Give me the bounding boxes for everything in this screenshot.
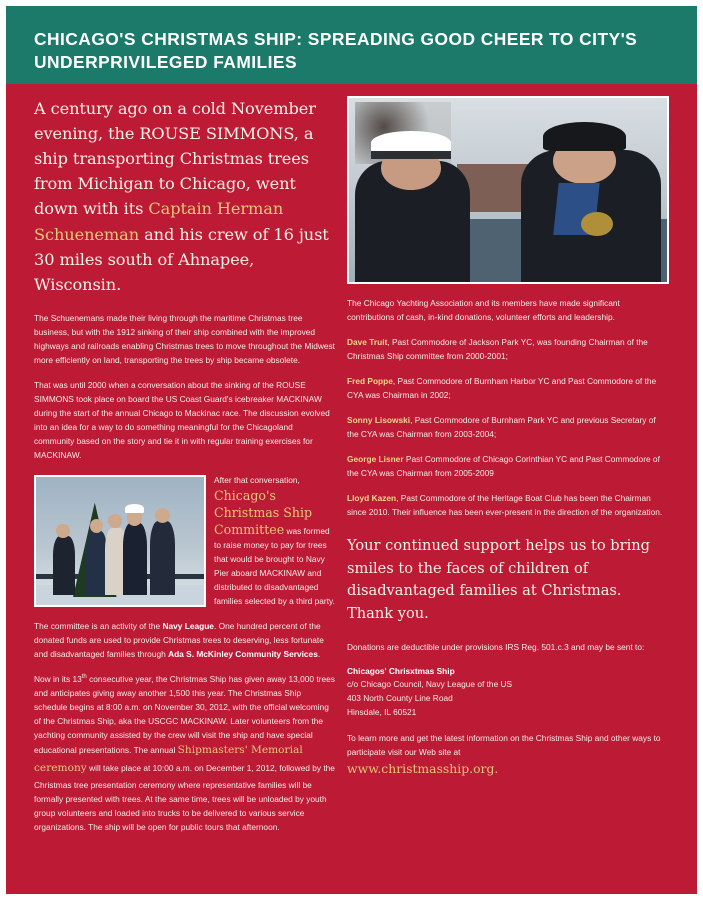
shipmasters-memorial-highlight: Shipmasters' Memorial ceremony [34,744,303,775]
commodore-name: George Lisner [347,454,404,465]
commodore-name: Fred Poppe [347,376,393,387]
lede-captain-highlight: Captain Herman Schueneman [34,199,284,244]
ada-mckinley-bold: Ada S. McKinley Community Services [168,649,318,660]
ordinal-suffix: th [81,674,87,681]
paragraph-schedule [34,672,335,834]
photo-person [53,536,75,595]
paragraph-navy-league [34,619,335,661]
learn-more-text: To learn more and get the latest information on the Christmas Ship and other ways to participate visit our Web site at [347,732,661,757]
commodore-name: Dave Truit [347,337,388,348]
lede-paragraph [34,96,335,297]
schedule-b: consecutive year, the Christmas Ship has given away 13,000 trees and anticipates giving away another 1,500 this year. The Christmas Ship schedule begins at 8:00 a.m. on November 30, 2012, with the official welcoming of the Christmas Ship, aka the USCGC MACKINAW. Later volunteers from the yachting community assisted by the crew will visit the ship and have special educational presentations. The annual [34,674,335,756]
schedule-a: Now in its 13 [34,674,82,685]
commodore-entry [347,374,669,402]
photo-white-cap [125,504,143,513]
address-line-1: c/o Chicago Council, Navy League of the US [347,679,513,690]
lede-part1: A century ago on a cold November evening, the ROUSE SIMMONS, a ship transporting Christmas trees from Michigan to Chicago, went down with its [34,99,316,219]
navy-league-intro: The committee is an activity of the [34,621,163,632]
committee-intro: After that conversation, [214,475,300,486]
photo-person [123,523,147,595]
content-columns [6,84,697,845]
address-organization: Chicagos' Chrisxtmas Ship [347,665,455,676]
mailing-address [347,665,669,720]
page-header [6,6,697,84]
commodore-entry [347,491,669,519]
address-line-2: 403 North County Line Road [347,693,453,704]
schedule-c: will take place at 10:00 a.m. on December 1, 2012, followed by the Christmas tree presentation ceremony where representative families will be formally presented with trees. At the same time, trees will be unloaded by youth group volunteers and loaded into trucks to be delivered to various service organizations. The ship will be open for public tours that afternoon. [34,763,335,832]
paragraph-schuenemans: The Schuenemans made their living through the maritime Christmas tree business, but with the 1912 sinking of their ship combined with the improved highways and railroads enabling Christmas trees to move throughout the Midwest more efficiently on land, transporting the trees by ship became obsolete. [34,312,335,365]
photo-man-beanie [543,122,626,151]
navy-league-bold: Navy League [162,621,214,632]
right-column [347,84,669,845]
page-title: CHICAGO'S CHRISTMAS SHIP: SPREADING GOOD CHEER TO CITY'S UNDERPRIVILEGED FAMILIES [34,29,638,73]
photo-caption-yachting-association: The Chicago Yachting Association and its members have made significant contributions of cash, in-kind donations, volunteer efforts and leadership. [347,298,620,323]
donation-note: Donations are deductible under provisions IRS Reg. 501.c.3 and may be sent to: [347,641,645,652]
commodore-text: , Past Commodore of Jackson Park YC, was founding Chairman of the Christmas Ship committee from 2000-2001; [347,337,648,362]
photo-person-head [108,514,121,528]
commodore-text: , Past Commodore of the Heritage Boat Club has been the Chairman since 2010. Their influence has been ever-present in the direction of the organization. [347,493,663,518]
website-link[interactable]: www.christmasship.org. [347,760,499,776]
photo-tree-ceremony [34,475,206,607]
support-message: Your continued support helps us to bring smiles to the faces of children of disadvantaged families at Christmas. Thank you. [347,537,651,623]
commodore-text: , Past Commodore of Burnham Harbor YC and Past Commodore of the CYA was Chairman in 2002; [347,376,657,401]
left-column [34,84,347,845]
commodore-name: Lloyd Kazen [347,493,397,504]
committee-name-highlight: Chicago's Christmas Ship Committee [214,488,313,538]
commodore-text: Past Commodore of Chicago Corinthian YC and Past Commodore of the CYA was Chairman from 2005-2009 [347,454,660,479]
photo-handshake [347,96,669,284]
photo-person-head [56,524,69,538]
photo-person [150,521,175,595]
commodore-text: , Past Commodore of Burnham Park YC and previous Secretary of the CYA was Chairman from 2003-2004; [347,415,656,440]
commodore-entry [347,452,669,480]
lede-part2: and his crew of 16 just 30 miles south of Ahnapee, Wisconsin. [34,224,329,294]
address-line-3: Hinsdale, IL 60521 [347,706,417,717]
navy-league-end: . [317,649,321,660]
poster-page [6,6,697,894]
photo-officer-cap-brim [371,151,451,158]
commodore-name: Sonny Lisowski [347,415,411,426]
commodore-entry [347,413,669,441]
paragraph-year-2000-text: That was until 2000 when a conversation about the sinking of the ROUSE SIMMONS took place on board the US Coast Guard's icebreaker MACKINAW during the start of the annual Chicago to Mackinac race. The discussion evolved into an idea for a way to do something meaningful for the Chicagoland community based on the story and tie it in with regular training exercises for MACKINAW. [34,379,330,461]
photo-and-text-wrap [34,473,335,619]
committee-rest: was formed to raise money to pay for trees that would be brought to Navy Pier aboard MACKINAW and distributed to disadvantaged families selected by a third party. [214,526,335,607]
photo-jacket-emblem [581,212,613,236]
paragraph-year-2000 [34,378,335,462]
commodore-entry [347,335,669,363]
photo-person [86,531,106,595]
navy-league-mid: . One hundred percent of the donated funds are used to provide Christmas trees to deserving, less fortunate and disadvantaged families through [34,621,324,660]
